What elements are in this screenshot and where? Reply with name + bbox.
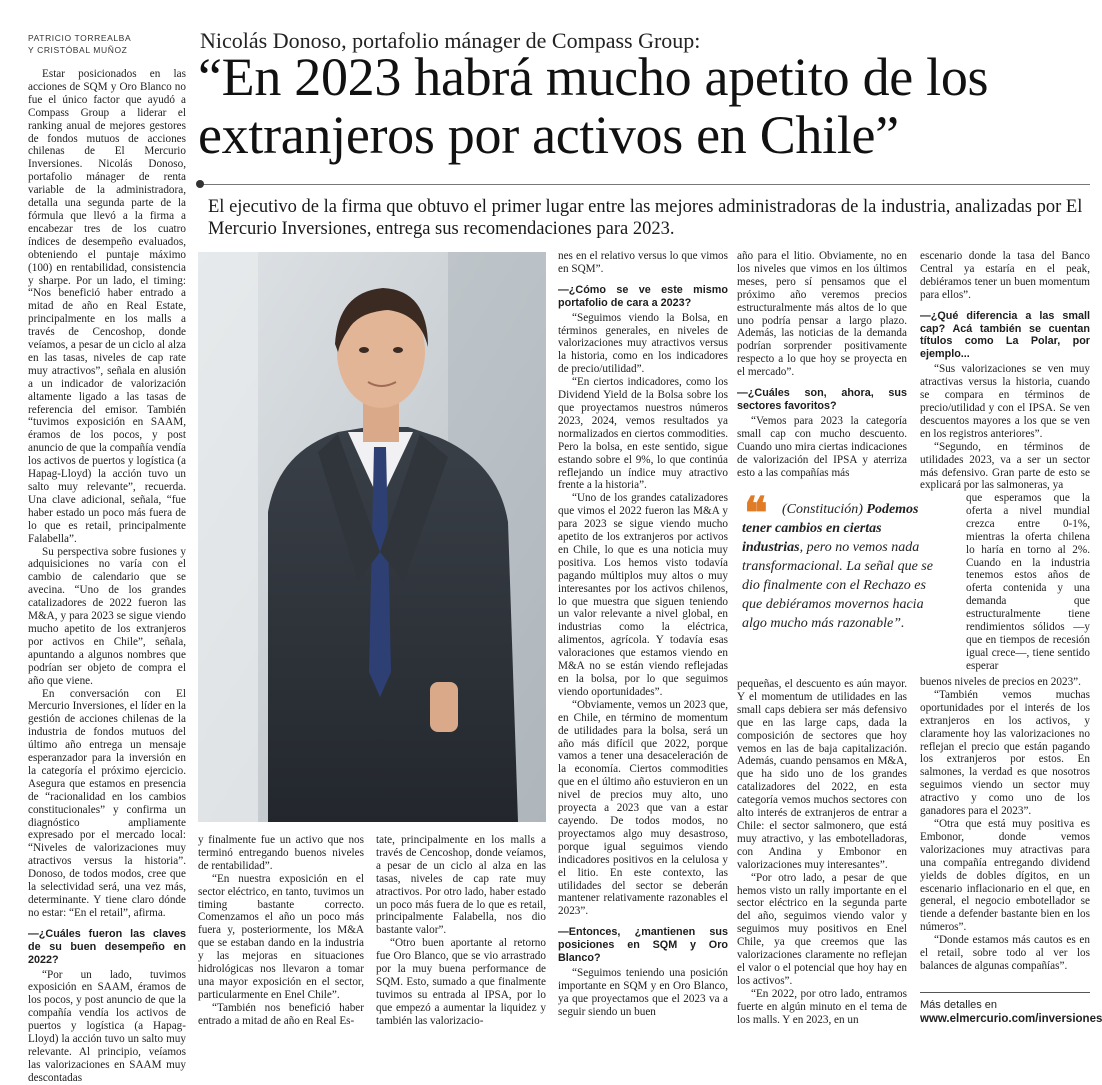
- column-4-top: [737, 250, 907, 490]
- quote-mark-icon: ❝: [744, 488, 768, 539]
- column-5: [920, 676, 1090, 986]
- paragraph: “Seguimos teniendo una posición importante en SQM y en Oro Blanco, ya que proyectamos que el 2023 va a seguir siendo un buen: [558, 966, 728, 1018]
- pretitle: Nicolás Donoso, portafolio mánager de Compass Group:: [200, 28, 701, 53]
- paragraph: “Obviamente, vemos un 2023 que, en Chile, en término de momentum de utilidades para la bolsa, será un año más difícil que 2022, porque vamos a tener una desaceleración de la economía. Ciertos commodities que en el último año estuvieron en un nivel de precios muy alto, uno proyecta a 2023 que van a estar cayendo. De todos modos, no proyectamos algo muy desastroso, porque igual seguimos viendo indicadores positivos en la celulosa y el litio. En este contexto, las utilidades del sector se deberán mantener relativamente razonables el 2023”.: [558, 698, 728, 918]
- paragraph: “Otra que está muy positiva es Embonor, donde vemos valorizaciones muy atractivas para una compañía entregando dividend yields de dobles dígitos, en un escenario inflacionario en el que, en general, el negocio embotellador se tiende a defender bastante bien en los números”.: [920, 817, 1090, 934]
- paragraph: Su perspectiva sobre fusiones y adquisiciones no varía con el cambio de calendario que se avecina. “Uno de los grandes catalizadores de 2022 fueron las M&A, y para 2023 se sigue viendo mucho apetito de los extranjeros por activos en Chile”, señala, apuntando a algunos nombres que podrían ser objeto de compra el año que viene.: [28, 545, 186, 687]
- paragraph: Estar posicionados en las acciones de SQM y Oro Blanco no fue el único factor que ayudó a Compass Group a liderar el ranking anual de mejores gestores de fondos mutuos de acciones chilenas de El Mercurio Inversiones. Nicolás Donoso, portafolio mánager de renta variable de la administradora, detalla una segunda parte de la fórmula que llevó a la firma a encabezar tres de los cuatro índices de desempeño evaluados, obteniendo el puntaje máximo (100) en rentabilidad, consistencia y sharpe. Por un lado, el timing: “Nos benefició haber entrado a mitad de año en Real Estate, principalmente en los malls a través de Cencoshop, donde veíamos, a pesar de un ciclo al alza en las tasas, niveles de cap rate muy atractivos”, señala en alusión a un indicador de valorización altamente ligado a las tasas de referencia del emisor. También “tuvimos exposición en SAAM, éramos de los pocos, y post anuncio de que la compañía vendía los activos de puertos y logística (a Hapag-Lloyd) la acción tuvo un salto muy relevante”, recuerda. Una clave adicional, señala, “fue haber estado un poco más fuera de lo que es retail, principalmente Falabella”.: [28, 68, 186, 545]
- bullet-icon: [196, 180, 204, 188]
- paragraph: nes en el relativo versus lo que vimos en SQM”.: [558, 250, 728, 275]
- pull-quote: [742, 500, 942, 633]
- paragraph: buenos niveles de precios en 2023”.: [920, 676, 1081, 688]
- column-5-middle: [966, 492, 1090, 678]
- byline: [28, 32, 188, 56]
- interview-question: —¿Qué diferencia a las small cap? Acá también se cuentan títulos como La Polar, por ejemplo...: [920, 309, 1090, 361]
- interview-question: —Entonces, ¿mantienen sus posiciones en SQM y Oro Blanco?: [558, 926, 728, 965]
- paragraph: “En 2022, por otro lado, entramos fuerte en algún minuto en el tema de los malls. Y en 2023, en un: [737, 987, 907, 1026]
- paragraph: escenario donde la tasa del Banco Central ya estaría en el peak, debiéramos tener un buen momentum para ellos”.: [920, 250, 1090, 301]
- pull-quote-rest: , pero no vemos nada transformacional. La señal que se dio finalmente con el Rechazo es que debiéramos movernos hacia algo mucho más razonable”.: [742, 540, 933, 631]
- more-details: [920, 998, 1102, 1026]
- paragraph: “Seguimos viendo la Bolsa, en términos generales, en niveles de valorizaciones muy atractivos versus la historia, como en los indicadores de precio/utilidad”.: [558, 311, 728, 376]
- column-4: [737, 678, 907, 1046]
- column-1: [28, 68, 186, 1084]
- paragraph: “Donde estamos más cautos es en el retail, sobre todo al ver los balances de algunas compañías”.: [920, 934, 1090, 972]
- paragraph: “Sus valorizaciones se ven muy atractivas versus la historia, cuando se compara en términos de precio/utilidad y con el IPSA. Se ven descuentos mayores a los que se ven en los registros anteriores”.: [920, 363, 1090, 440]
- paragraph: “En ciertos indicadores, como los Dividend Yield de la Bolsa sobre los que proyectamos nuestros números 2023, 2024, vemos resultados ya normalizados en ciertos commodities. Pero la bolsa, en este sentido, sigue estando sobre el 9%, lo que continúa reflejando un índice muy atractivo frente a la historia”.: [558, 376, 728, 492]
- column-3-bottom: [376, 834, 546, 1046]
- paragraph: “Segundo, en términos de utilidades 2023, va a ser un sector más defensivo. Gran parte de esto se explicará por las salmoneras, ya: [920, 440, 1090, 492]
- paragraph: “Por otro lado, a pesar de que hemos visto un rally importante en el sector eléctrico en la segunda parte del año, seguimos viendo valor y seguimos muy positivos en Enel Chile, ya que creemos que las valorizaciones claramente no reflejan el valor o el potencial que hoy hay en los activos”.: [737, 871, 907, 987]
- column-3: [558, 250, 728, 1046]
- paragraph: “Otro buen aportante al retorno fue Oro Blanco, que se vio arrastrado por la muy buena performance de SQM. Esto, sumado a que finalmente tuvimos su entrada al IPSA, por lo que empezó a aumentar la liquidez y también las valorizacio-: [376, 937, 546, 1027]
- headline: “En 2023 habrá mucho apetito de los extranjeros por activos en Chile”: [198, 47, 989, 165]
- divider: [920, 992, 1090, 993]
- paragraph: “Uno de los grandes catalizadores que vimos el 2022 fueron las M&A y para 2023 se sigue viendo mucho apetito de los extranjeros por activos en Chile, lo que es una noticia muy positiva. Los hemos visto todavía pagando múltiplos muy altos o muy interesantes por los activos chilenos, lo que muestra que siguen teniendo un valor relevante a nivel global, en industrias como la eléctrica, alimentos, agrícola. Y todavía esas valoraciones que estamos viendo en M&A no se están viendo reflejadas en la bolsa, por lo que seguimos viendo oportunidades”.: [558, 492, 728, 698]
- paragraph: “Vemos para 2023 la categoría small cap con mucho descuento. Cuando uno mira ciertas indicaciones de valorización del IPSA y aterriza esto a las compañías más: [737, 414, 907, 479]
- paragraph: “Por un lado, tuvimos exposición en SAAM, éramos de los pocos, y post anuncio de que la compañía vendía los activos de puertos y logística (a Hapag-Lloyd) la acción tuvo un salto muy relevante. Al principio, veíamos las valorizaciones en SAAM muy descontadas: [28, 968, 186, 1084]
- paragraph: año para el litio. Obviamente, no en los niveles que vimos en los últimos meses, pero sí pensamos que el próximo año veremos precios estructuralmente más altos de lo que uno podría pensar a largo plazo. Además, las noticias de la demanda podrían sorprender positivamente respecto a lo que hoy se proyecta en el mercado”.: [737, 250, 907, 379]
- byline-author-2: Y CRISTÓBAL MUÑOZ: [28, 45, 128, 55]
- paragraph: “También nos benefició haber entrado a mitad de año en Real Es-: [198, 1001, 364, 1027]
- paragraph: “En nuestra exposición en el sector eléctrico, en tanto, tuvimos un timing bastante correcto. Comenzamos el año un poco más fuera y, posteriormente, los M&A que se estaban dando en la industria y las mejoras en situaciones hidrológicas nos llevaron a tomar una mayor exposición en el sector, particularmente en Enel Chile”.: [198, 872, 364, 1001]
- column-5-top: [920, 250, 1090, 490]
- pull-quote-lead: (Constitución): [782, 502, 863, 517]
- paragraph: “También vemos muchas oportunidades por el interés de los extranjeros en los activos, y claramente hoy las valorizaciones no reflejan el precio que están pagando los extranjeros por estos. En salmones, la verdad es que nosotros seguimos viendo un sector muy atractivo y como uno de los ganadores para el 2023”.: [920, 688, 1090, 818]
- dek: El ejecutivo de la firma que obtuvo el primer lugar entre las mejores administradoras de la industria, analizadas por El Mercurio Inversiones, entrega sus recomendaciones para 2023.: [208, 197, 1083, 239]
- pull-quote-bold: Podemos tener cambios en ciertas industrias: [742, 502, 919, 555]
- portrait-photo: [198, 252, 546, 822]
- interview-question: —¿Cuáles son, ahora, sus sectores favoritos?: [737, 387, 907, 412]
- paragraph: que esperamos que la oferta a nivel mundial crezca entre 0-1%, mientras la oferta chilena lo haría en torno al 2%. Cuando en la industria tenemos estos años de oferta contenida y una demanda que estructuralmente tiene rendimientos sólidos —y que en tiempos de recesión igual crece—, tiene sentido esperar: [966, 492, 1090, 672]
- interview-question: —¿Cómo se ve este mismo portafolio de cara a 2023?: [558, 283, 728, 309]
- column-2: [198, 834, 364, 1046]
- divider: [200, 184, 1090, 185]
- paragraph: En conversación con El Mercurio Inversiones, el líder en la gestión de acciones chilenas de la industria de fondos mutuos del último año entrega un mensaje esperanzador para la inversión en la categoría el próximo ejercicio. Asegura que estamos en presencia de “racionalidad en los cambios constitucionales” y confirma un diagnóstico ampliamente expresado por el mercado local: “Niveles de valorizaciones muy atractivos versus la historia”. Donoso, de todos modos, cree que la selectividad será, una vez más, determinante. Y tiene claro dónde no estar: “En el retail”, afirma.: [28, 687, 186, 919]
- more-details-link[interactable]: www.elmercurio.com/inversiones: [920, 1013, 1102, 1025]
- more-details-label: Más detalles en: [920, 999, 998, 1011]
- paragraph: y finalmente fue un activo que nos terminó entregando buenos niveles de rentabilidad”.: [198, 834, 364, 872]
- paragraph: tate, principalmente en los malls a través de Cencoshop, donde veíamos, a pesar de un ciclo al alza en las tasas, niveles de cap rate muy atractivos. Por otro lado, haber estado un poco más fuera de lo que es retail, principalmente Falabella, nos dio bastante valor”.: [376, 834, 546, 937]
- paragraph: pequeñas, el descuento es aún mayor. Y el momentum de utilidades en las small caps debiera ser más defensivo que en las large caps, dada la composición de sectores que hoy vemos en las de baja capitalización. Además, cuando pensamos en M&A, que ha sido uno de los grandes catalizadores del 2022, en esta categoría vemos muchos sectores con alto interés de extranjeros de entrar a Chile: el sector salmonero, que está muy atractivo, y las embotelladoras, con Andina y Embonor en valorizaciones muy interesantes”.: [737, 678, 907, 871]
- interview-question: —¿Cuáles fueron las claves de su buen desempeño en 2022?: [28, 927, 186, 966]
- byline-author-1: PATRICIO TORREALBA: [28, 33, 132, 43]
